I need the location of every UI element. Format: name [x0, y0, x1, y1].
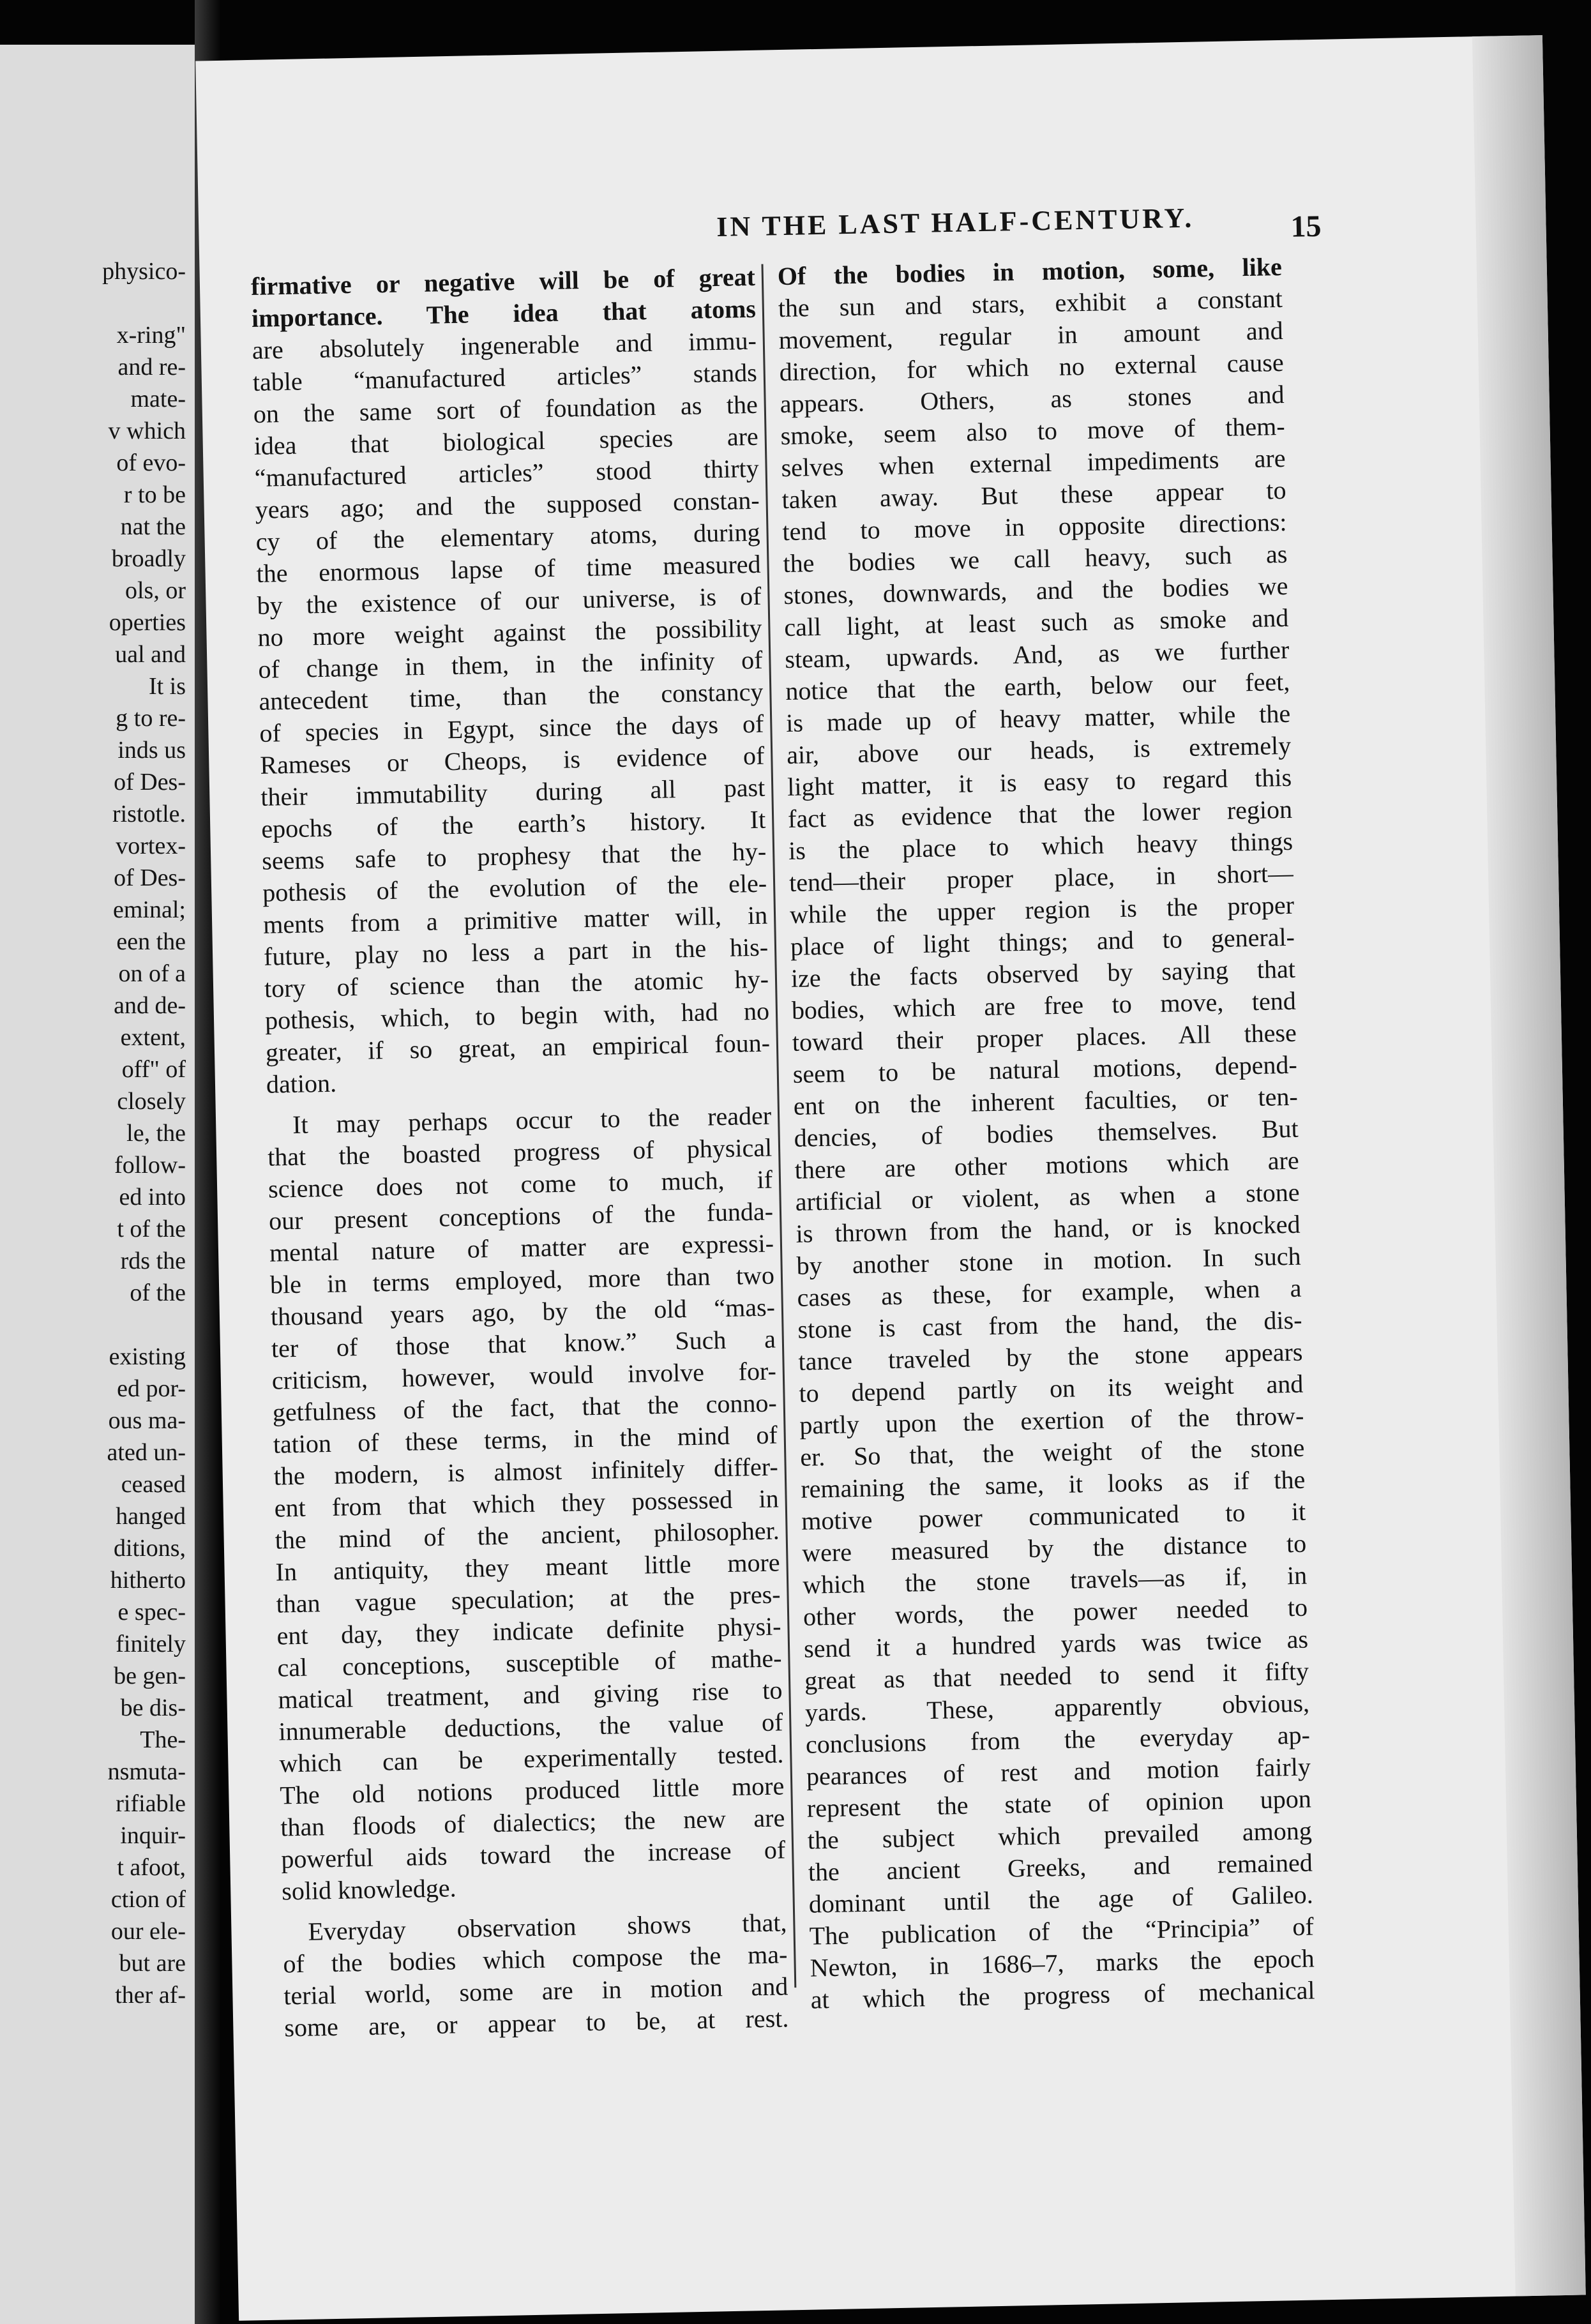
- text-line: while the upper region is the proper: [789, 890, 1295, 929]
- previous-page-line: finitely: [116, 1631, 186, 1657]
- previous-page-line: vortex-: [116, 833, 186, 859]
- previous-page-line: een the: [116, 928, 186, 955]
- text-line: great as that needed to send it fifty: [804, 1656, 1309, 1695]
- previous-page-line: ditions,: [114, 1535, 186, 1562]
- text-line: science does not come to much, if: [268, 1165, 773, 1204]
- text-line: ments from a primitive matter will, in: [262, 900, 768, 939]
- previous-page-line: ed por-: [117, 1375, 186, 1402]
- text-line: by another stone in motion. In such: [796, 1241, 1301, 1280]
- running-head: IN THE LAST HALF-CENTURY.: [716, 202, 1195, 243]
- previous-page-line: g to re-: [116, 705, 186, 732]
- text-line: pothesis of the evolution of the ele-: [262, 868, 767, 907]
- text-line: “manufactured articles” stood thirty: [254, 453, 760, 492]
- text-line: years ago; and the supposed constan-: [255, 485, 760, 524]
- text-line: innumerable deductions, the value of: [278, 1707, 783, 1746]
- previous-page-line: of Des-: [114, 864, 186, 891]
- text-line: seems safe to prophesy that the hy-: [261, 836, 767, 875]
- text-line: the modern, is almost infinitely differ-: [273, 1452, 779, 1491]
- previous-page-line: ristotle.: [112, 801, 186, 827]
- text-line: which can be experimentally tested.: [278, 1739, 784, 1778]
- previous-page-line: t of the: [117, 1216, 186, 1242]
- text-line: appears. Others, as stones and: [780, 379, 1285, 419]
- previous-page-line: le, the: [126, 1120, 186, 1147]
- text-line: motive power communicated to it: [801, 1497, 1306, 1535]
- previous-page-line: but are: [119, 1950, 186, 1977]
- text-line: were measured by the distance to: [801, 1528, 1307, 1567]
- previous-page-line: and re-: [117, 354, 186, 381]
- text-line: the enormous lapse of time measured: [256, 549, 761, 588]
- previous-page-line: v which: [108, 418, 186, 444]
- text-line: other words, the power needed to: [803, 1592, 1308, 1631]
- text-line: is thrown from the hand, or is knocked: [796, 1209, 1301, 1248]
- text-line: The old notions produced little more: [279, 1771, 785, 1810]
- text-line: artificial or violent, as when a stone: [795, 1177, 1300, 1216]
- text-line: bodies, which are free to move, tend: [791, 986, 1297, 1025]
- previous-page-line: ous ma-: [108, 1407, 186, 1434]
- previous-page-line: closely: [117, 1088, 186, 1115]
- text-line: than floods of dialectics; the new are: [280, 1803, 785, 1842]
- text-line: there are other motions which are: [794, 1145, 1300, 1184]
- text-line: steam, upwards. And, as we further: [784, 635, 1290, 674]
- previous-page-line: of the: [130, 1279, 186, 1306]
- page: [195, 35, 1586, 2321]
- text-line: powerful aids toward the increase of: [280, 1835, 786, 1874]
- text-line: the ancient Greeks, and remained: [808, 1848, 1313, 1887]
- text-line: place of light things; and to general-: [790, 922, 1295, 961]
- text-line: antecedent time, than the constancy: [259, 677, 764, 716]
- previous-page-line: [102, 1309, 186, 1341]
- previous-page-line: inquir-: [120, 1822, 186, 1849]
- text-line: our present conceptions of the funda-: [268, 1196, 774, 1235]
- text-line: remaining the same, it looks as if the: [800, 1465, 1306, 1504]
- text-line: future, play no less a part in the his-: [263, 932, 769, 971]
- text-line: ter of those that know.” Such a: [271, 1324, 776, 1363]
- text-line: selves when external impediments are: [781, 443, 1286, 483]
- text-line: ent on the inherent faculties, or ten-: [793, 1082, 1299, 1120]
- text-line: stones, downwards, and the bodies we: [783, 571, 1288, 610]
- previous-page-line: follow-: [114, 1152, 186, 1179]
- text-line: to depend partly on its weight and: [799, 1369, 1304, 1408]
- text-line: partly upon the exertion of the throw-: [799, 1401, 1304, 1440]
- text-line: are absolutely ingenerable and immu-: [252, 326, 757, 365]
- previous-page-line: and de-: [114, 992, 186, 1019]
- text-line: toward their proper places. All these: [792, 1018, 1297, 1057]
- text-line: by the existence of our universe, is of: [257, 581, 762, 620]
- previous-page-line: x-ring": [116, 322, 186, 349]
- text-line: seem to be natural motions, depend-: [792, 1050, 1298, 1089]
- text-line: getfulness of the fact, that the conno-: [272, 1388, 778, 1427]
- page-edge: [1472, 35, 1586, 2296]
- text-line: solid knowledge.: [281, 1873, 456, 1906]
- text-line: tend—their proper place, in short—: [788, 858, 1294, 897]
- text-line: Newton, in 1686–7, marks the epoch: [810, 1943, 1315, 1982]
- text-line: the mind of the ancient, philosopher.: [275, 1516, 780, 1555]
- previous-page-line: existing: [109, 1343, 186, 1370]
- text-line: conclusions from the everyday ap-: [805, 1720, 1311, 1759]
- previous-page-line: r to be: [123, 481, 186, 508]
- text-line: direction, for which no external cause: [779, 347, 1285, 387]
- text-line: greater, if so great, an empirical foun-: [265, 1028, 771, 1067]
- text-line: yards. These, apparently obvious,: [804, 1688, 1310, 1727]
- text-line: which the stone travels—as if, in: [802, 1560, 1308, 1599]
- text-line: terial world, some are in motion and: [283, 1972, 788, 2011]
- text-line: dencies, of bodies themselves. But: [794, 1113, 1299, 1152]
- previous-page-line: ed into: [119, 1184, 186, 1211]
- text-line: epochs of the earth’s history. It: [260, 804, 766, 843]
- text-line: matical treatment, and giving rise to: [278, 1675, 783, 1714]
- previous-page-line: ther af-: [115, 1982, 186, 2009]
- previous-page-line: of Des-: [114, 769, 186, 796]
- text-line: The publication of the “Principia” of: [809, 1912, 1315, 1950]
- previous-page-line: ction of: [110, 1886, 186, 1913]
- text-line: tance traveled by the stone appears: [798, 1337, 1303, 1376]
- previous-page-line: hitherto: [110, 1567, 186, 1594]
- previous-page-line: e spec-: [117, 1599, 186, 1626]
- previous-page-line: It is: [148, 673, 186, 700]
- previous-page-line: ual and: [115, 641, 186, 668]
- previous-page-line: our ele-: [110, 1918, 186, 1945]
- previous-page-text: [102, 255, 186, 2011]
- previous-page-line: mate-: [130, 386, 186, 412]
- previous-page-line: rifiable: [116, 1790, 186, 1817]
- text-line: represent the state of opinion upon: [806, 1784, 1312, 1823]
- text-line: is made up of heavy matter, while the: [785, 698, 1291, 738]
- text-line: ent from that which they possessed in: [274, 1484, 780, 1523]
- text-line: idea that biological species are: [253, 421, 759, 460]
- previous-page-line: ated un-: [107, 1439, 186, 1466]
- text-line: that the boasted progress of physical: [267, 1133, 773, 1172]
- text-line: smoke, seem also to move of them-: [780, 411, 1285, 451]
- text-line: the subject which prevailed among: [807, 1816, 1313, 1855]
- text-line: of change in them, in the infinity of: [258, 645, 763, 684]
- previous-page-line: ceased: [121, 1471, 186, 1498]
- text-line: criticism, however, would involve for-: [271, 1356, 777, 1395]
- previous-page-line: of evo-: [116, 449, 186, 476]
- text-line: cy of the elementary atoms, during: [255, 517, 760, 556]
- text-line: some are, or appear to be, at rest.: [283, 2003, 789, 2042]
- text-line: er. So that, the weight of the stone: [799, 1433, 1305, 1472]
- text-line: no more weight against the possibility: [257, 613, 762, 652]
- text-line: the bodies we call heavy, such as: [783, 539, 1288, 578]
- previous-page-line: physico-: [102, 258, 186, 285]
- text-line: Everyday observation shows that,: [308, 1908, 787, 1946]
- text-line: call light, at least such as smoke and: [783, 603, 1289, 642]
- text-line: the sun and stars, exhibit a constant: [778, 283, 1283, 323]
- text-line: light matter, it is easy to regard this: [787, 762, 1292, 801]
- previous-page-line: inds us: [117, 737, 186, 764]
- left-column: [251, 261, 789, 2044]
- text-line: cal conceptions, susceptible of mathe-: [277, 1643, 782, 1682]
- text-line: is the place to which heavy things: [788, 826, 1293, 865]
- text-line: stone is cast from the hand, the dis-: [797, 1305, 1302, 1344]
- text-line: pearances of rest and motion fairly: [806, 1752, 1311, 1791]
- text-line: of species in Egypt, since the days of: [259, 709, 764, 748]
- text-line: at which the progress of mechanical: [810, 1975, 1315, 2014]
- text-line: dation.: [266, 1068, 337, 1099]
- text-line: tory of science than the atomic hy-: [264, 964, 769, 1003]
- text-line: ent day, they indicate definite physi-: [276, 1611, 781, 1650]
- text-line: cases as these, for example, when a: [797, 1273, 1302, 1312]
- text-line: dominant until the age of Galileo.: [808, 1880, 1314, 1919]
- text-line: Rameses or Cheops, is evidence of: [259, 741, 765, 780]
- text-line: importance. The idea that atoms: [251, 294, 757, 333]
- previous-page-line: ols, or: [125, 577, 186, 604]
- text-line: firmative or negative will be of great: [250, 262, 756, 301]
- previous-page-line: be gen-: [114, 1663, 186, 1689]
- previous-page-line: rds the: [120, 1248, 186, 1274]
- text-line: It may perhaps occur to the reader: [292, 1101, 772, 1139]
- text-line: Of the bodies in motion, some, like: [777, 252, 1283, 291]
- previous-page-line: eminal;: [113, 896, 186, 923]
- text-line: pothesis, which, to begin with, had no: [264, 996, 770, 1035]
- page-number: 15: [1290, 209, 1322, 244]
- previous-page-line: on of a: [118, 960, 186, 987]
- text-line: thousand years ago, by the old “mas-: [270, 1292, 776, 1331]
- previous-page-line: nsmuta-: [107, 1758, 186, 1785]
- previous-page-line: t afoot,: [117, 1854, 186, 1881]
- text-line: of the bodies which compose the ma-: [283, 1940, 788, 1979]
- text-line: air, above our heads, is extremely: [786, 730, 1292, 769]
- previous-page-line: operties: [109, 609, 186, 636]
- previous-page-line: [102, 287, 186, 319]
- previous-page-line: broadly: [111, 545, 186, 572]
- text-line: movement, regular in amount and: [778, 315, 1284, 355]
- text-line: table “manufactured articles” stands: [252, 358, 758, 396]
- text-line: ize the facts observed by saying that: [790, 954, 1296, 993]
- text-line: on the same sort of foundation as the: [253, 389, 758, 428]
- text-line: send it a hundred yards was twice as: [803, 1624, 1309, 1663]
- previous-page-line: The-: [140, 1726, 186, 1753]
- text-line: than vague speculation; at the pres-: [276, 1580, 781, 1618]
- text-line: tend to move in opposite directions:: [782, 507, 1287, 547]
- text-line: ble in terms employed, more than two: [269, 1260, 775, 1299]
- previous-page-line: hanged: [116, 1503, 186, 1530]
- previous-page-line: extent,: [120, 1024, 186, 1051]
- text-line: tation of these terms, in the mind of: [273, 1420, 778, 1459]
- text-line: notice that the earth, below our feet,: [785, 667, 1290, 706]
- previous-page-line: be dis-: [120, 1694, 186, 1721]
- previous-page-line: nat the: [120, 513, 186, 540]
- text-line: their immutability during all past: [260, 773, 765, 811]
- previous-page-line: off" of: [121, 1056, 186, 1083]
- text-line: taken away. But these appear to: [781, 475, 1286, 515]
- text-line: In antiquity, they meant little more: [275, 1548, 780, 1587]
- previous-page: [0, 45, 195, 2324]
- text-line: fact as evidence that the lower region: [787, 794, 1293, 833]
- right-column: [777, 251, 1315, 2016]
- text-line: mental nature of matter are expressi-: [269, 1228, 774, 1267]
